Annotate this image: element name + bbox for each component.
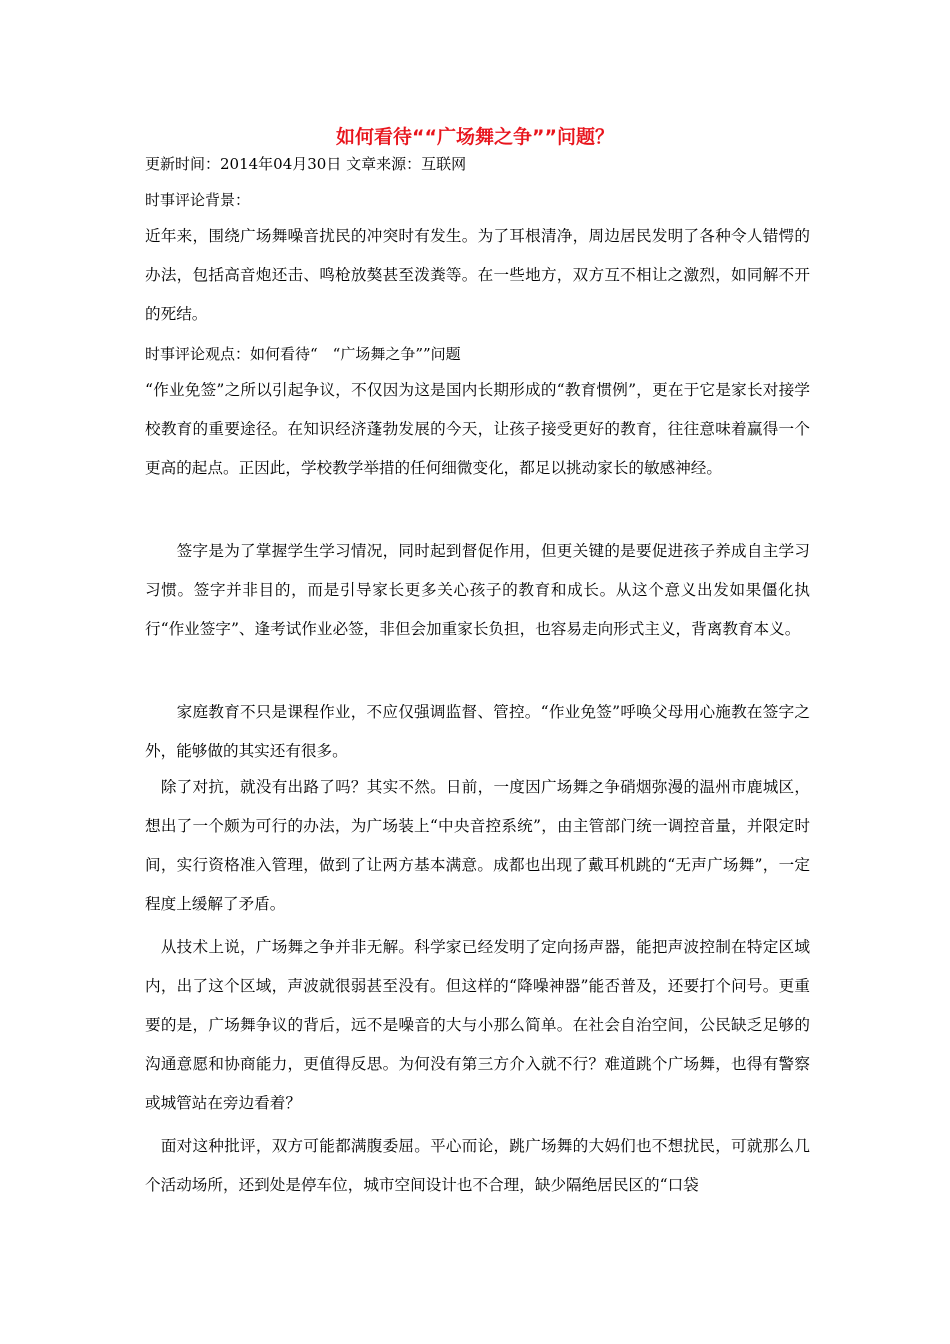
viewpoint-heading: 时事评论观点：如何看待“ “广场舞之争””问题 bbox=[145, 345, 461, 363]
background-heading: 时事评论背景： bbox=[145, 191, 251, 209]
paragraph-technical-view: 从技术上说，广场舞之争并非无解。科学家已经发明了定向扬声器，能把声波控制在特定区域内，出了这个区域，声波就很弱甚至没有。但这样的“降噪神器”能否普及，还要打个问号。更重要的是，广场舞争议的背后，远不是噪音的大与小那么简单。在社会自治空间，公民缺乏足够的沟通意愿和协商能力，更值得反思。为何没有第三方介入就不行？难道跳个广场舞，也得有警察或城管站在旁边看着？ bbox=[145, 938, 810, 1112]
paragraph-criticism: 面对这种批评，双方可能都满腹委屈。平心而论，跳广场舞的大妈们也不想扰民，可就那么几个活动场所，还到处是停车位，城市空间设计也不合理，缺少隔绝居民区的“口袋 bbox=[145, 1137, 810, 1194]
paragraph-signing-purpose: 签字是为了掌握学生学习情况，同时起到督促作用，但更关键的是要促进孩子养成自主学习习惯。签字并非目的，而是引导家长更多关心孩子的教育和成长。从这个意义出发如果僵化执行“作业签字”、逢考试作业必签，非但会加重家长负担，也容易走向形式主义，背离教育本义。 bbox=[145, 542, 810, 638]
paragraph-family-education: 家庭教育不只是课程作业，不应仅强调监督、管控。“作业免签”呼唤父母用心施教在签字之外，能够做的其实还有很多。 bbox=[145, 703, 810, 760]
paragraph-background: 近年来，围绕广场舞噪音扰民的冲突时有发生。为了耳根清净，周边居民发明了各种令人错愕的办法，包括高音炮还击、鸣枪放獒甚至泼粪等。在一些地方，双方互不相让之激烈，如同解不开的死结。 bbox=[145, 227, 810, 323]
paragraph-wenzhou-solution: 除了对抗，就没有出路了吗？其实不然。日前，一度因广场舞之争硝烟弥漫的温州市鹿城区，想出了一个颇为可行的办法，为广场装上“中央音控系统”，由主管部门统一调控音量，并限定时间，实行资格准入管理，做到了让两方基本满意。成都也出现了戴耳机跳的“无声广场舞”，一定程度上缓解了矛盾。 bbox=[145, 778, 810, 913]
update-info-line: 更新时间：2014年04月30日 文章来源：互联网 bbox=[145, 155, 467, 173]
article-title: 如何看待““广场舞之争””问题？ bbox=[336, 126, 614, 148]
paragraph-homework-signing: “作业免签”之所以引起争议，不仅因为这是国内长期形成的“教育惯例”，更在于它是家长对接学校教育的重要途径。在知识经济蓬勃发展的今天，让孩子接受更好的教育，往往意味着赢得一个更高的起点。正因此，学校教学举措的任何细微变化，都足以挑动家长的敏感神经。 bbox=[145, 381, 810, 477]
